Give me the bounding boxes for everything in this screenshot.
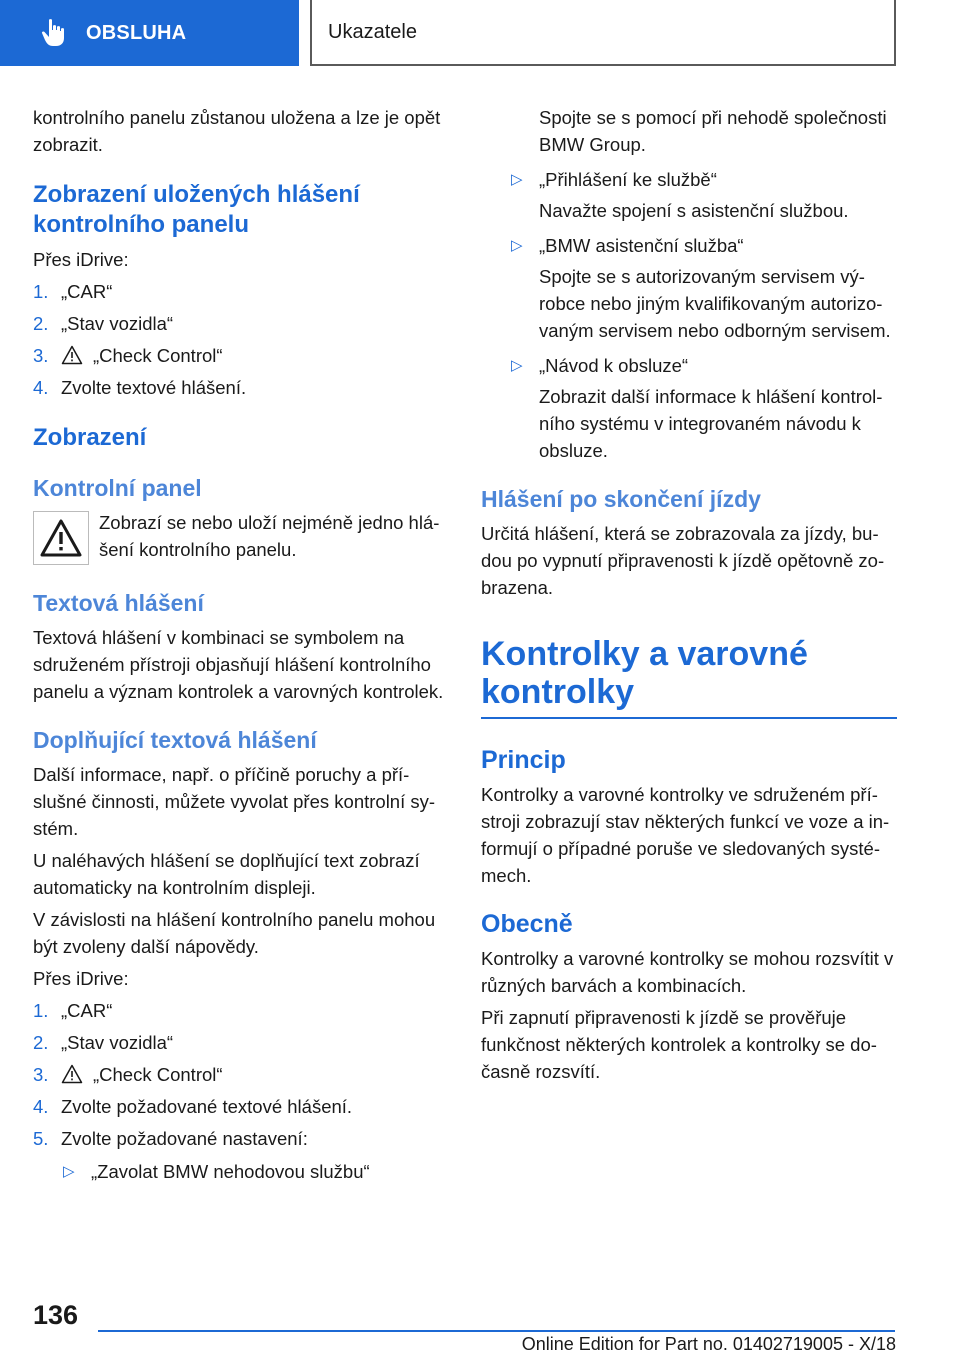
intro-paragraph: kontrolního panelu zůstanou uložena a lze je opět zobrazit. bbox=[33, 107, 441, 155]
control-panel-row bbox=[33, 509, 449, 568]
footer-edition: Online Edition for Part no. 01402719005 - X/18 bbox=[521, 1334, 896, 1354]
heading-text-messages: Textová hlášení bbox=[33, 590, 204, 616]
heading-display: Zobrazení bbox=[33, 424, 147, 451]
step-number: 1. bbox=[33, 1000, 49, 1021]
option-description: Zobrazit další informace k hlášení kontrolního systému v integrovaném návodu k obsluze. bbox=[539, 386, 883, 461]
general-paragraph-2: Při zapnutí připravenosti k jízdě se prověřuje funkčnost některých kontrolek a kontrolky se dočasně rozsvítí. bbox=[481, 1007, 877, 1082]
list-item bbox=[33, 1093, 449, 1120]
via-idrive-1: Přes iDrive: bbox=[33, 249, 129, 270]
steps-list-1 bbox=[33, 278, 449, 401]
text-messages-paragraph: Textová hlášení v kombinaci se symbolem na sdruženém přístroji objasňují hlášení kontrolního panelu a význam kontrolek a varovných kontrolek. bbox=[33, 627, 444, 702]
section-title: OBSLUHA bbox=[86, 21, 187, 44]
option-description: Spojte se s autorizovaným servisem výrobce nebo jiným kvalifikovaným autorizovaným servisem nebo odborným servisem. bbox=[539, 266, 891, 341]
step-text: „Stav vozidla“ bbox=[61, 313, 174, 334]
option-description: Navažte spojení s asistenční službou. bbox=[539, 200, 849, 221]
heading-control-panel: Kontrolní panel bbox=[33, 475, 202, 501]
steps-list-2 bbox=[33, 997, 449, 1152]
general-paragraph-1: Kontrolky a varovné kontrolky se mohou rozsvítit v různých barvách a kombinacích. bbox=[481, 948, 894, 996]
step-text: Zvolte požadované nastavení: bbox=[61, 1128, 308, 1149]
option-item bbox=[481, 166, 897, 193]
list-item bbox=[33, 1125, 449, 1152]
list-item bbox=[33, 342, 449, 369]
additional-paragraph-3: V závislosti na hlášení kontrolního panelu mohou být zvoleny další nápovědy. bbox=[33, 909, 436, 957]
option-item bbox=[481, 352, 897, 379]
step-text: „Stav vozidla“ bbox=[61, 1032, 174, 1053]
chapter-heading: Kontrolky a varovné kontrolky bbox=[481, 635, 897, 719]
step-text: Zvolte požadované textové hlášení. bbox=[61, 1096, 353, 1117]
chapter-tab[interactable] bbox=[310, 0, 896, 66]
heading-additional-messages: Doplňující textová hlášení bbox=[33, 727, 317, 753]
step-number: 4. bbox=[33, 1096, 49, 1117]
option-description: Spojte se s pomocí při nehodě společnosti BMW Group. bbox=[539, 107, 887, 155]
chapter-title: Ukazatele bbox=[328, 20, 417, 43]
hand-pointer-icon bbox=[40, 18, 68, 48]
page-number: 136 bbox=[33, 1300, 79, 1330]
step-number: 3. bbox=[33, 1064, 49, 1085]
step-text: „Check Control“ bbox=[93, 1064, 223, 1085]
list-bullet-triangle-icon: ▷ bbox=[511, 171, 523, 188]
list-bullet-triangle-icon: ▷ bbox=[63, 1163, 75, 1180]
additional-paragraph-2: U naléhavých hlášení se doplňující text zobrazí automaticky na kontrolním displeji. bbox=[33, 850, 420, 898]
list-item bbox=[33, 1029, 449, 1056]
option-item bbox=[481, 232, 897, 259]
step-text: „CAR“ bbox=[61, 1000, 113, 1021]
option-item bbox=[33, 1158, 449, 1185]
warning-triangle-icon bbox=[39, 518, 83, 558]
option-label: „Zavolat BMW nehodovou službu“ bbox=[91, 1161, 370, 1182]
step-text: Zvolte textové hlášení. bbox=[61, 377, 247, 398]
option-label: „BMW asistenční služba“ bbox=[539, 235, 744, 256]
end-of-drive-paragraph: Určitá hlášení, která se zobrazovala za jízdy, budou po vypnutí připravenosti k jízdě opětovně zobrazena. bbox=[481, 523, 885, 598]
list-bullet-triangle-icon: ▷ bbox=[511, 357, 523, 374]
additional-paragraph-1: Další informace, např. o příčině poruchy a příslušné činnosti, můžete vyvolat přes kontrolní systém. bbox=[33, 764, 436, 839]
warning-triangle-icon bbox=[61, 1064, 83, 1084]
step-text: „Check Control“ bbox=[93, 345, 223, 366]
list-item bbox=[33, 374, 449, 401]
via-idrive-2: Přes iDrive: bbox=[33, 968, 129, 989]
footer-divider bbox=[98, 1330, 895, 1332]
step-number: 3. bbox=[33, 345, 49, 366]
warning-symbol-box bbox=[33, 511, 89, 565]
step-number: 2. bbox=[33, 1032, 49, 1053]
right-column bbox=[481, 104, 897, 1090]
list-item bbox=[33, 310, 449, 337]
list-item bbox=[33, 1061, 449, 1088]
step-number: 5. bbox=[33, 1128, 49, 1149]
left-column bbox=[33, 104, 449, 1189]
step-number: 2. bbox=[33, 313, 49, 334]
step-number: 1. bbox=[33, 281, 49, 302]
heading-saved-messages: Zobrazení uložených hlášení kontrolního panelu bbox=[33, 181, 360, 238]
heading-principle: Princip bbox=[481, 746, 566, 774]
heading-end-of-drive-messages: Hlášení po skončení jízdy bbox=[481, 486, 761, 512]
step-number: 4. bbox=[33, 377, 49, 398]
section-tab[interactable] bbox=[0, 0, 299, 66]
control-panel-text: Zobrazí se nebo uloží nejméně jedno hlášení kontrolního panelu. bbox=[99, 512, 440, 560]
warning-triangle-icon bbox=[61, 345, 83, 365]
list-item bbox=[33, 997, 449, 1024]
option-label: „Přihlášení ke službě“ bbox=[539, 169, 717, 190]
list-item bbox=[33, 278, 449, 305]
heading-general: Obecně bbox=[481, 910, 573, 938]
option-label: „Návod k obsluze“ bbox=[539, 355, 689, 376]
list-bullet-triangle-icon: ▷ bbox=[511, 237, 523, 254]
step-text: „CAR“ bbox=[61, 281, 113, 302]
principle-paragraph: Kontrolky a varovné kontrolky ve sdruženém přístroji zobrazují stav některých funkcí ve voze a informují o případné poruše ve sledovaných systémech. bbox=[481, 784, 890, 886]
